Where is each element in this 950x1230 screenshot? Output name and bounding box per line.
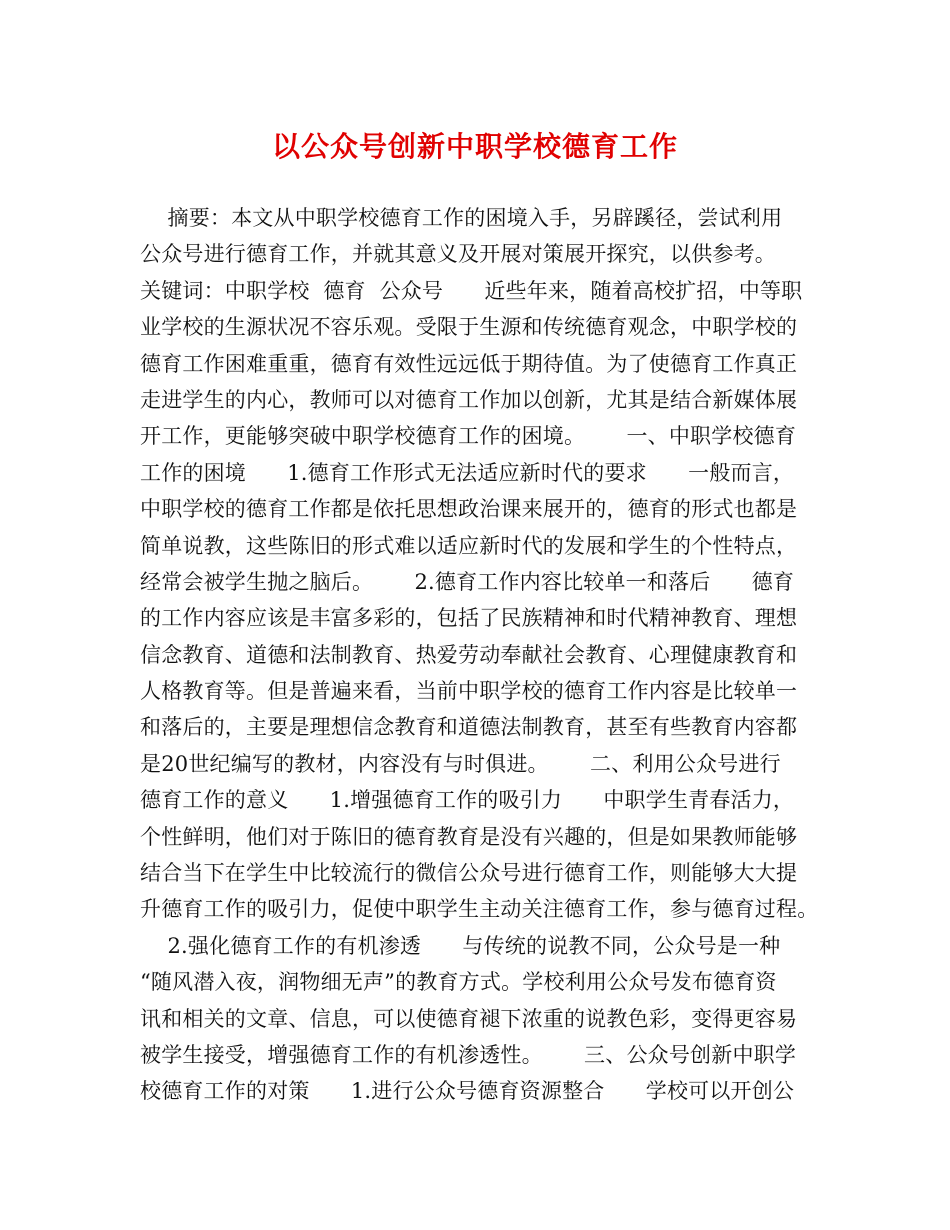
- body-line: 业学校的生源状况不容乐观。受限于生源和传统德育观念，中职学校的: [140, 315, 798, 340]
- body-line: 和落后的，主要是理想信念教育和道德法制教育，甚至有些教育内容都: [140, 715, 798, 740]
- body-line: 被学生接受，增强德育工作的有机渗透性。 三、公众号创新中职学: [140, 1042, 797, 1067]
- body-line: 信念教育、道德和法制教育、热爱劳动奉献社会教育、心理健康教育和: [140, 642, 798, 667]
- body-line: 校德育工作的对策 1.进行公众号德育资源整合 学校可以开创公: [140, 1079, 795, 1104]
- body-line: 经常会被学生抛之脑后。 2.德育工作内容比较单一和落后 德育: [140, 569, 795, 594]
- body-line: 走进学生的内心，教师可以对德育工作加以创新，尤其是结合新媒体展: [140, 387, 798, 412]
- body-line: 开工作，更能够突破中职学校德育工作的困境。 一、中职学校德育: [140, 424, 797, 449]
- body-line: 公众号进行德育工作，并就其意义及开展对策展开探究，以供参考。: [140, 242, 776, 267]
- body-line: 的工作内容应该是丰富多彩的，包括了民族精神和时代精神教育、理想: [140, 606, 798, 631]
- body-line: 德育工作困难重重，德育有效性远远低于期待值。为了使德育工作真正: [140, 351, 798, 376]
- body-line: 中职学校的德育工作都是依托思想政治课来展开的，德育的形式也都是: [140, 497, 798, 522]
- body-line: 讯和相关的文章、信息，可以使德育褪下浓重的说教色彩，变得更容易: [140, 1006, 798, 1031]
- body-line: 2.强化德育工作的有机渗透 与传统的说教不同，公众号是一种: [140, 933, 781, 958]
- body-line: 个性鲜明，他们对于陈旧的德育教育是没有兴趣的，但是如果教师能够: [140, 824, 798, 849]
- body-line: 升德育工作的吸引力，促使中职学生主动关注德育工作，参与德育过程。: [140, 897, 819, 922]
- body-line: 德育工作的意义 1.增强德育工作的吸引力 中职学生青春活力，: [140, 788, 795, 813]
- document-title: 以公众号创新中职学校德育工作: [271, 130, 678, 163]
- body-line: “随风潜入夜，润物细无声”的教育方式。学校利用公众号发布德育资: [140, 970, 777, 995]
- body-line: 摘要：本文从中职学校德育工作的困境入手，另辟蹊径，尝试利用: [140, 206, 783, 230]
- document-body: [140, 200, 820, 1110]
- body-line: 结合当下在学生中比较流行的微信公众号进行德育工作，则能够大大提: [140, 861, 798, 886]
- body-line: 简单说教，这些陈旧的形式难以适应新时代的发展和学生的个性特点，: [140, 533, 798, 558]
- body-line: 人格教育等。但是普遍来看，当前中职学校的德育工作内容是比较单一: [140, 679, 798, 704]
- body-line: 工作的困境 1.德育工作形式无法适应新时代的要求 一般而言，: [140, 460, 795, 485]
- body-line: 关键词：中职学校 德育 公众号 近些年来，随着高校扩招，中等职: [140, 278, 803, 303]
- body-line: 是20世纪编写的教材，内容没有与时俱进。 二、利用公众号进行: [140, 751, 781, 776]
